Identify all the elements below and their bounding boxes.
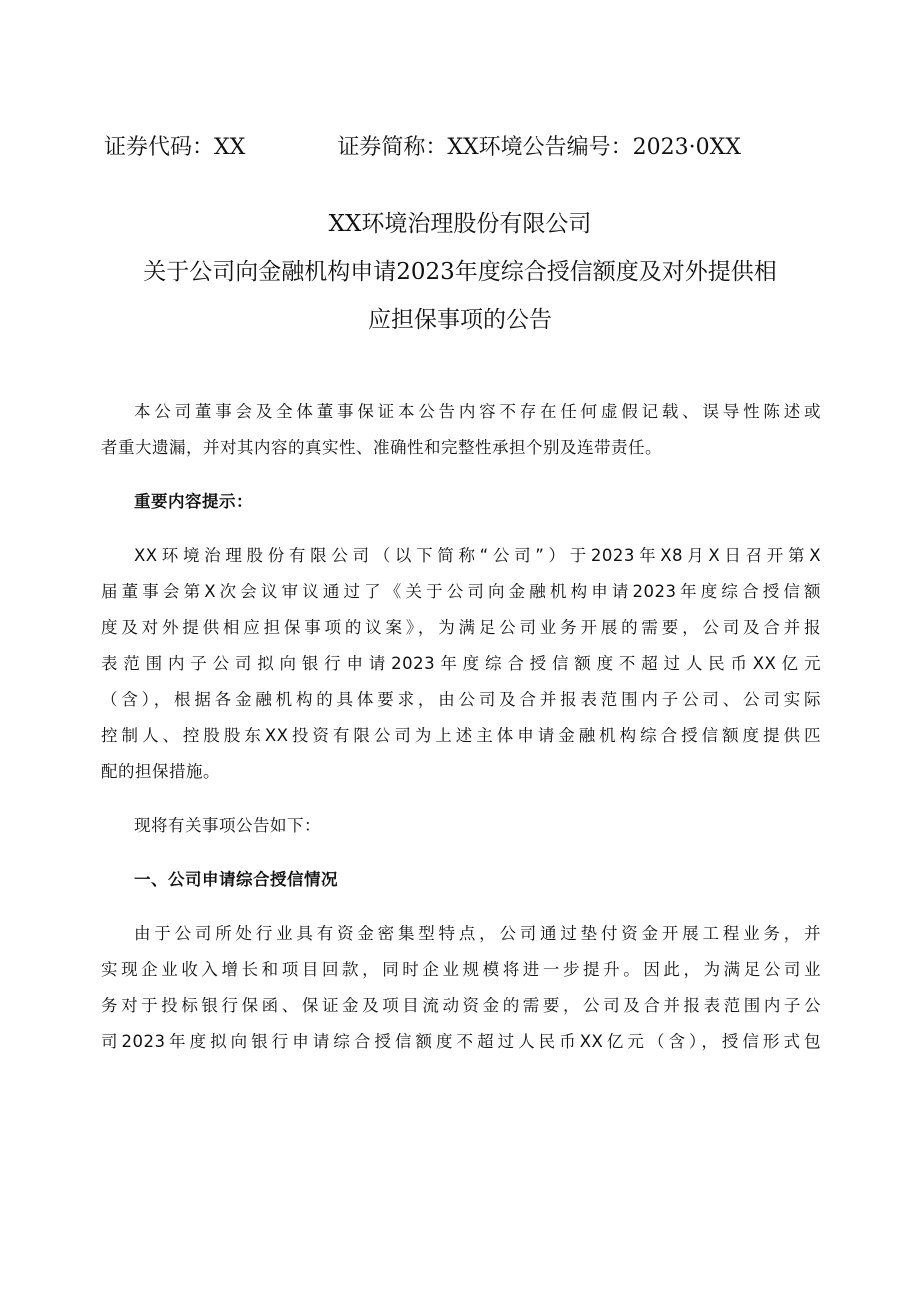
company-name: XX环境治理股份有限公司 (328, 211, 592, 237)
para1-line-2: 届董事会第X次会议审议通过了《关于公司向金融机构申请2023年度综合授信额 (101, 582, 821, 601)
document-body (101, 394, 821, 1060)
spacer (101, 466, 821, 484)
para1-line-1: XX环境治理股份有限公司（以下简称“公司”）于2023年X8月X日召开第X (134, 546, 821, 565)
para2-line-4: 司2023年度拟向银行申请综合授信额度不超过人民币XX亿元（含），授信形式包 (101, 1032, 821, 1051)
para2-line-1: 由于公司所处行业具有资金密集型特点，公司通过垫付资金开展工程业务，并 (134, 924, 821, 943)
para1-line-7: 配的担保措施。 (101, 762, 220, 781)
document-title (60, 200, 860, 344)
para1-line-3: 度及对外提供相应担保事项的议案》，为满足公司业务开展的需要，公司及合并报 (101, 618, 821, 637)
header-line (104, 131, 824, 165)
stock-name-and-announcement-number: 证券简称：XX环境公告编号：2023·0XX (337, 135, 741, 160)
spacer (101, 520, 821, 538)
title-line-2: 应担保事项的公告 (368, 307, 552, 333)
spacer (101, 790, 821, 808)
spacer (101, 898, 821, 916)
para2-line-2: 实现企业收入增长和项目回款，同时企业规模将进一步提升。因此，为满足公司业 (101, 960, 821, 979)
section1-heading: 一、公司申请综合授信情况 (134, 870, 338, 889)
para2-line-3: 务对于投标银行保函、保证金及项目流动资金的需要，公司及合并报表范围内子公 (101, 996, 821, 1015)
spacer (101, 844, 821, 862)
para1-line-5: （含），根据各金融机构的具体要求，由公司及合并报表范围内子公司、公司实际 (101, 690, 821, 709)
important-heading: 重要内容提示： (134, 492, 253, 511)
title-line-1: 关于公司向金融机构申请2023年度综合授信额度及对外提供相 (143, 259, 777, 285)
para1-line-4: 表范围内子公司拟向银行申请2023年度综合授信额度不超过人民币XX亿元 (101, 654, 821, 673)
disclaimer-line-2: 者重大遗漏，并对其内容的真实性、准确性和完整性承担个别及连带责任。 (101, 438, 662, 457)
announce-line: 现将有关事项公告如下： (134, 816, 321, 835)
para1-line-6: 控制人、控股股东XX投资有限公司为上述主体申请金融机构综合授信额度提供匹 (101, 726, 821, 745)
disclaimer-line-1: 本公司董事会及全体董事保证本公告内容不存在任何虚假记载、误导性陈述或 (134, 402, 821, 421)
stock-code: 证券代码：XX (104, 135, 246, 160)
